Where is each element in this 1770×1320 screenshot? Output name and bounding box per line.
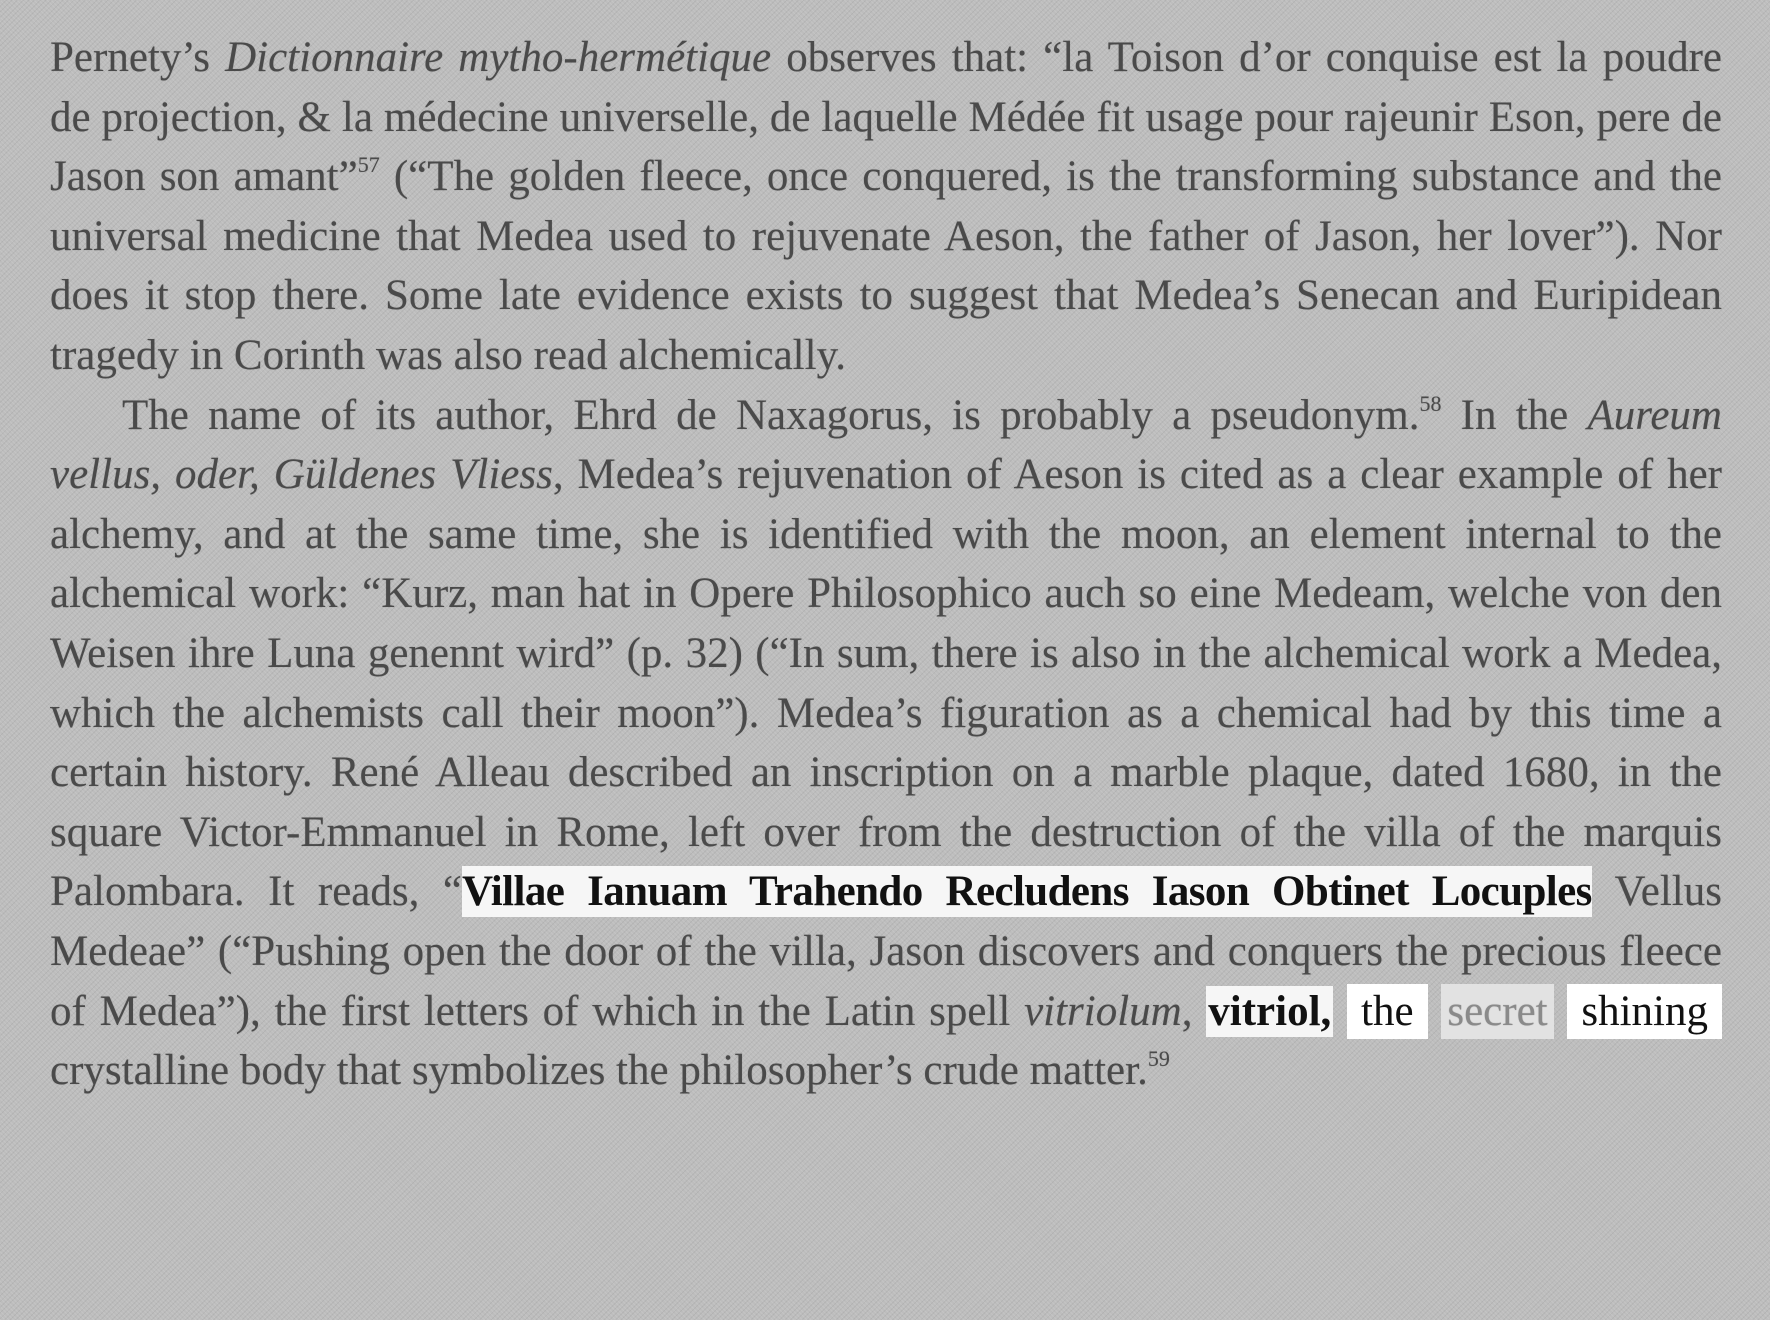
footnote-ref-59[interactable]: 59 [1147,1046,1170,1072]
p2-text-6: crystalline body that symbolizes the philosopher’s crude matter. [50,1047,1148,1095]
footnote-ref-58[interactable]: 58 [1419,390,1442,416]
document-page [50,28,1722,1101]
shining-highlight: shining [1567,984,1722,1039]
p2-text-4: Vellus Medeae” (“Pushing open the door of the villa, Jason discovers and conquers the precious fleece of Medea”), the first letters of which in the Latin spell [50,868,1722,1035]
latin-inscription-highlight: Villae Ianuam Trahendo Recludens Iason Obtinet Locuples [461,868,1592,916]
footnote-ref-57[interactable]: 57 [357,152,380,178]
vitriol-highlight: vitriol, [1208,987,1332,1035]
p2-text-5: , [1181,987,1207,1035]
paragraph-1 [50,28,1722,386]
p1-text-3: (“The golden fleece, once conquered, is the transforming substance and the universal medicine that Medea used to rejuvenate Aeson, the father of Jason, her lover”). Nor does it stop there. Some late evidence exists to suggest that Medea’s Senecan and Euripidean tragedy in Corinth was also read alchemically. [50,153,1723,379]
p2-aureum-vellus-title: Aureum vellus, oder, Güldenes Vliess [50,391,1722,499]
paragraph-2 [50,386,1722,1101]
p2-text-2: In the [1441,391,1588,439]
p1-text-2: observes that: “la Toison d’or conquise est la poudre de projection, & la médecine universelle, de laquelle Médée fit usage pour rajeunir Eson, pere de Jason son amant” [50,34,1722,201]
p1-text-1: Pernety’s [50,34,226,81]
p1-dictionary-title: Dictionnaire mytho-hermétique [225,34,772,81]
p2-vitriolum: vitriolum [1024,987,1182,1035]
p2-text-3: , Medea’s rejuvenation of Aeson is cited as a clear example of her alchemy, and at the same time, she is identified with the moon, an element internal to the alchemical work: “Kurz, man hat in Opere Philosophico auch so eine Medeam, welche von den Weisen ihre Luna genennt wird” (p. 32) (“In sum, there is also in the alchemical work a Medea, which the alchemists call their moon”). Medea’s figuration as a chemical had by this time a certain history. René Alleau described an inscription on a marble plaque, dated 1680, in the square Victor-Emmanuel in Rome, left over from the destruction of the villa of the marquis Palombara. It reads, “ [50,451,1722,916]
secret-faint-word: secret [1441,984,1553,1039]
the-highlight: the [1347,984,1428,1039]
p2-text-1: The name of its author, Ehrd de Naxagorus, is probably a pseudonym. [122,391,1420,439]
